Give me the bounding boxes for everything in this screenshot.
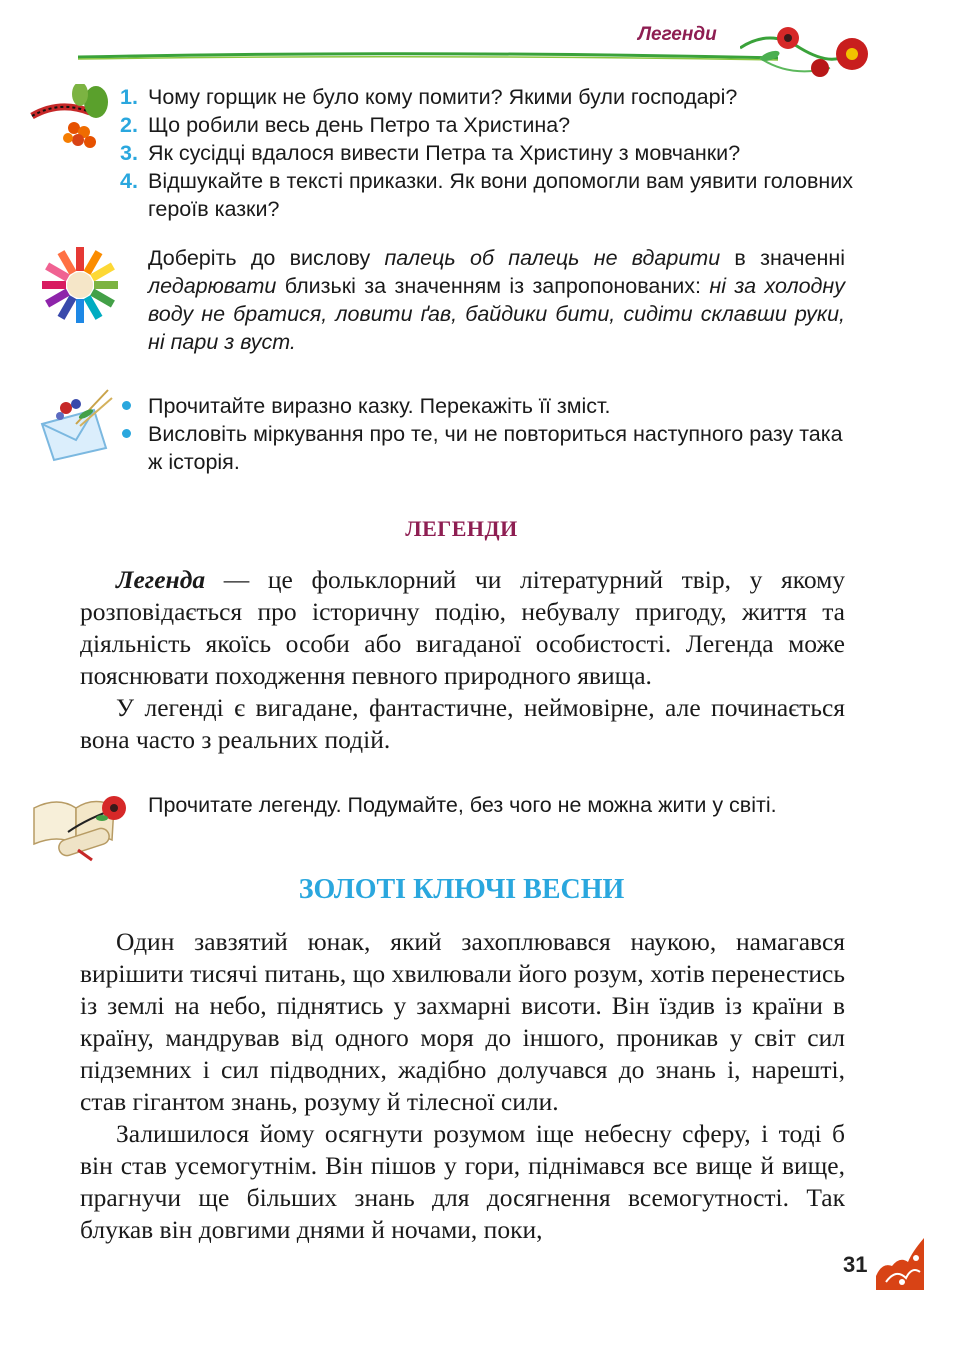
bullet-icon — [122, 429, 131, 438]
question-list — [120, 83, 855, 223]
idiom-task — [148, 244, 845, 356]
question-number: 3. — [120, 141, 138, 165]
idiom-phrase: палець об палець не вдарити — [384, 246, 721, 270]
poppy-flowers-icon — [740, 18, 880, 88]
task-text: близькі за значенням із запропонованих: — [276, 274, 710, 298]
header-title: Легенди — [638, 24, 717, 45]
idiom-meaning: ледарювати — [148, 274, 277, 298]
legend-definition — [80, 564, 845, 756]
list-item — [120, 392, 845, 420]
task-text: в значенні — [720, 246, 845, 270]
question-number: 4. — [120, 169, 138, 193]
colored-pencils-icon — [40, 244, 120, 326]
bullet-text: Прочитайте виразно казку. Перекажіть її зміст. — [148, 394, 611, 418]
read-task: Прочитате легенду. Подумайте, без чого не можна жити у світі. — [148, 793, 777, 817]
idiom-options: ні за холодну воду не братися, ловити ґав, байдики бити, сидіти склавши руки, ні пари з вуст. — [148, 274, 845, 354]
question-number: 2. — [120, 113, 138, 137]
envelope-flowers-icon — [36, 384, 116, 464]
section-heading-legends: ЛЕГЕНДИ — [405, 516, 518, 541]
page-number: 31 — [843, 1252, 868, 1277]
list-item — [120, 420, 845, 476]
paragraph — [80, 564, 845, 692]
bullet-icon — [122, 401, 131, 410]
question-number: 1. — [120, 85, 138, 109]
definition-text: — це фольклорний чи літературний твір, у якому розповідається про історичну подію, небувалу пригоду, життя та діяльність якоїсь особи або вигаданої особистості. Легенда може пояснювати походження певного природного явища. — [80, 565, 845, 690]
header-line — [78, 52, 778, 62]
story-text — [80, 926, 845, 1246]
bullet-text: Висловіть міркування про те, чи не повториться наступного разу така ж історія. — [148, 422, 843, 474]
list-item — [120, 83, 855, 111]
question-text: Що робили весь день Петро та Христина? — [148, 113, 571, 137]
paragraph: У легенді є вигадане, фантастичне, неймовірне, але починається вона часто з реальних подій. — [80, 693, 845, 754]
bullet-list — [120, 392, 845, 476]
question-text: Чому горщик не було кому помити? Якими були господарі? — [148, 85, 738, 109]
story-title: ЗОЛОТІ КЛЮЧІ ВЕСНИ — [298, 874, 625, 905]
ornament-icon — [872, 1232, 928, 1294]
task-text: Доберіть до вислову — [148, 246, 385, 270]
legend-term: Легенда — [116, 565, 206, 594]
list-item — [120, 111, 855, 139]
book-scroll-icon — [28, 778, 132, 862]
paragraph: Один завзятий юнак, який захоплювався наукою, намагався вирішити тисячі питань, що хвилювали його розум, хотів перенестись із землі на небо, піднятись у захмарні висоти. Він їздив із країни в країну, мандрував від одного моря до іншого, проникав у світ сил підземних і сил підводних, жадібно долучався до знань і, нарешті, став гігантом знань, розуму й тілесної сили. — [80, 927, 845, 1116]
rowan-berries-icon — [30, 84, 110, 154]
list-item — [120, 167, 855, 223]
question-text: Як сусідці вдалося вивести Петра та Христину з мовчанки? — [148, 141, 741, 165]
question-text: Відшукайте в тексті приказки. Як вони допомогли вам уявити головних героїв казки? — [148, 169, 854, 221]
list-item — [120, 139, 855, 167]
paragraph: Залишилося йому осягнути розумом іще небесну сферу, і тоді б він став усемогутнім. Він пішов у гори, піднімався все вище й вище, прагнучи ще більших знань для досягнення всемогутності. Так блукав він довгими днями й ночами, поки, — [80, 1119, 845, 1244]
